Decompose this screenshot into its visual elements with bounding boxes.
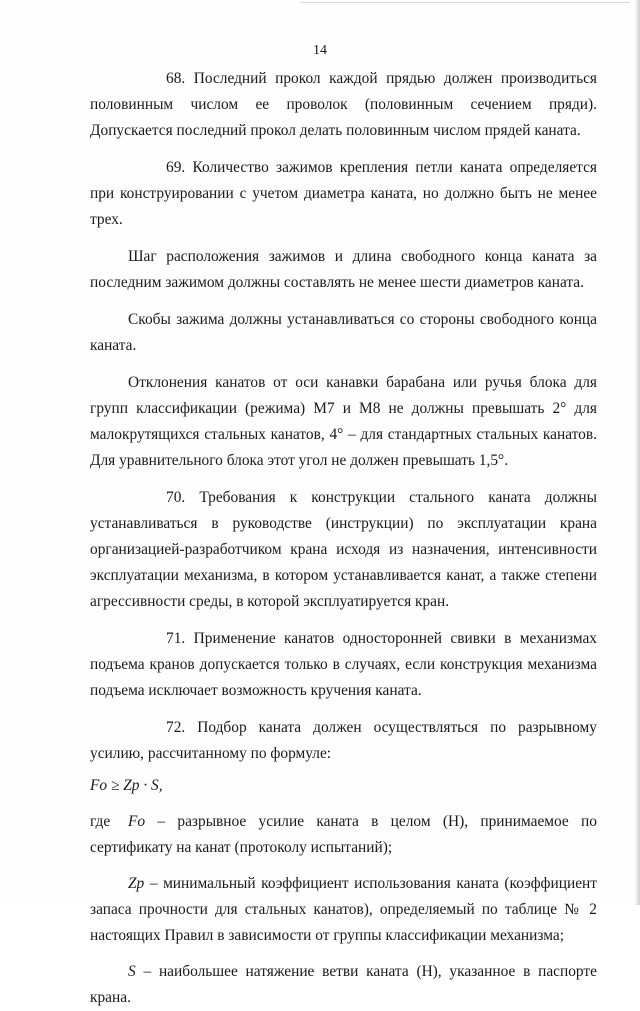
definition-fo [90, 809, 597, 861]
scan-artifact-line [300, 2, 630, 3]
symbol-fo: Fo [128, 813, 146, 830]
paragraph-number: 68. [166, 70, 186, 87]
page-number: 14 [313, 43, 327, 58]
symbol-zp: Zp [128, 875, 145, 892]
where-label: где [90, 813, 111, 830]
paragraph-71 [90, 626, 597, 704]
document-body [90, 66, 597, 1011]
symbol-s: S [128, 963, 136, 980]
paragraph-text: Последний прокол каждой прядью должен производиться половинным числом ее проволок (половинным сечением пряди). Допускается последний прокол делать половинным числом прядей каната. [90, 70, 597, 139]
paragraph-69 [90, 155, 597, 233]
paragraph-70 [90, 485, 597, 615]
paragraph-text: Требования к конструкции стального каната должны устанавливаться в руководстве (инструкции) по эксплуатации крана организацией-разработчиком крана исходя из назначения, интенсивности эксплуатации механизма, в котором устанавливается канат, а также степени агрессивности среды, в которой эксплуатируется кран. [90, 489, 597, 610]
paragraph-number: 71. [166, 630, 186, 647]
definition-zp [90, 871, 597, 949]
paragraph-number: 70. [166, 489, 186, 506]
paragraph-69-clamp-side: Скобы зажима должны устанавливаться со стороны свободного конца каната. [90, 311, 597, 354]
definition-text: – минимальный коэффициент использования каната (коэффициент запаса прочности для стальных канатов), определяемый по таблице № 2 настоящих Правил в зависимости от группы классификации механизма; [90, 875, 597, 944]
definition-text: – наибольшее натяжение ветви каната (Н), указанное в паспорте крана. [90, 963, 597, 1006]
paragraph-number: 69. [166, 159, 186, 176]
paragraph-text: Подбор каната должен осуществляться по разрывному усилию, рассчитанному по формуле: [90, 719, 597, 762]
definition-s [90, 959, 597, 1011]
paragraph-69-deviation: Отклонения канатов от оси канавки барабана или ручья блока для групп классификации (режима) М7 и М8 не должны превышать 2° для малокрутящихся стальных канатов, 4° – для стандартных стальных канатов. Для уравнительного блока этот угол не должен превышать 1,5°. [90, 374, 597, 469]
paragraph-text: Применение канатов односторонней свивки в механизмах подъема кранов допускается только в случаях, если конструкция механизма подъема исключает возможность кручения каната. [90, 630, 597, 699]
scan-page-edge [634, 0, 640, 905]
paragraph-72 [90, 715, 597, 767]
formula: Fo ≥ Zp · S, [90, 777, 163, 794]
paragraph-text: Количество зажимов крепления петли каната определяется при конструировании с учетом диаметра каната, но должно быть не менее трех. [90, 159, 597, 228]
paragraph-68 [90, 66, 597, 144]
definition-text: – разрывное усилие каната в целом (Н), принимаемое по сертификату на канат (протоколу испытаний); [90, 813, 597, 856]
paragraph-69-clamp-spacing: Шаг расположения зажимов и длина свободного конца каната за последним зажимом должны составлять не менее шести диаметров каната. [90, 248, 597, 291]
paragraph-number: 72. [166, 719, 186, 736]
